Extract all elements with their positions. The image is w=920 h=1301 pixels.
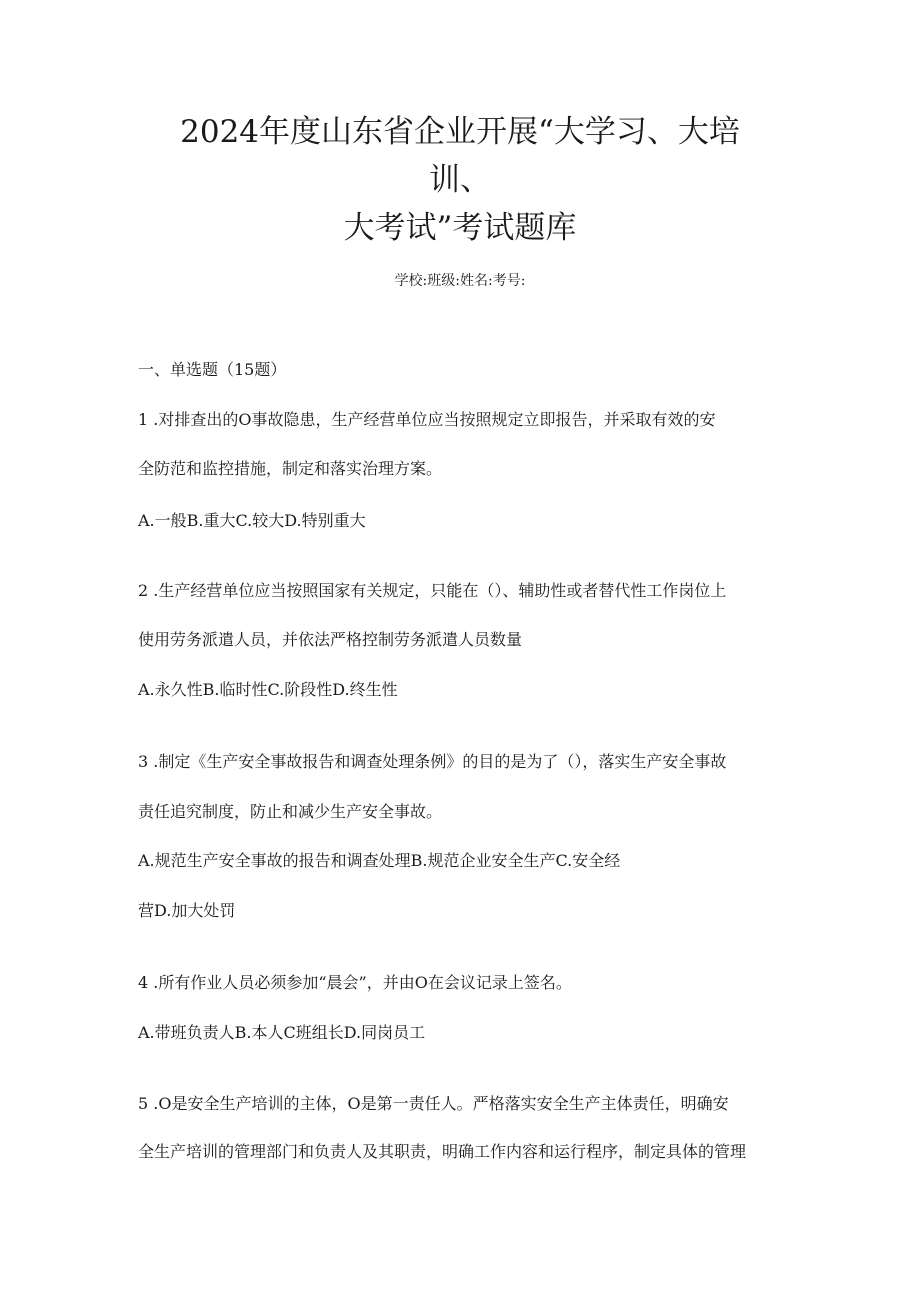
question-3-text-line-2: 责任追究制度，防止和减少生产安全事故。 [138, 802, 443, 821]
question-2-options: A.永久性B.临时性C.阶段性D.终生性 [138, 680, 398, 699]
question-5-text-line-1: 5 .O是安全生产培训的主体，O是第一责任人。严格落实安全生产主体责任，明确安 [138, 1094, 729, 1113]
question-1-text-line-2: 全防范和监控措施，制定和落实治理方案。 [138, 459, 443, 478]
question-2-text-line-2: 使用劳务派遣人员，并依法严格控制劳务派遣人员数量 [138, 630, 523, 649]
question-3-options-line-2: 营D.加大处罚 [138, 901, 236, 920]
question-3-text-line-1: 3 .制定《生产安全事故报告和调查处理条例》的目的是为了（），落实生产安全事故 [138, 752, 727, 771]
question-1-options: A.一般B.重大C.较大D.特别重大 [138, 511, 366, 530]
section-heading: 一、单选题（15题） [138, 360, 287, 379]
question-4-options: A.带班负责人B.本人C班组长D.同岗员工 [138, 1023, 426, 1042]
question-2-text-line-1: 2 .生产经营单位应当按照国家有关规定，只能在（）、辅助性或者替代性工作岗位上 [138, 581, 727, 600]
question-1-text-line-1: 1 .对排查出的O事故隐患，生产经营单位应当按照规定立即报告，并采取有效的安 [138, 410, 716, 429]
document-title-line-3: 大考试”考试题库 [343, 210, 577, 246]
document-title-line-1: 2024年度山东省企业开展“大学习、大培 [180, 114, 740, 150]
student-info-line: 学校:班级:姓名:考号: [394, 273, 526, 289]
question-3-options-line-1: A.规范生产安全事故的报告和调查处理B.规范企业安全生产C.安全经 [138, 851, 621, 870]
question-4-text-line-1: 4 .所有作业人员必须参加“晨会”，并由O在会议记录上签名。 [138, 973, 572, 992]
document-title-line-2: 训、 [429, 162, 491, 198]
question-5-text-line-2: 全生产培训的管理部门和负责人及其职责，明确工作内容和运行程序，制定具体的管理 [138, 1142, 747, 1161]
